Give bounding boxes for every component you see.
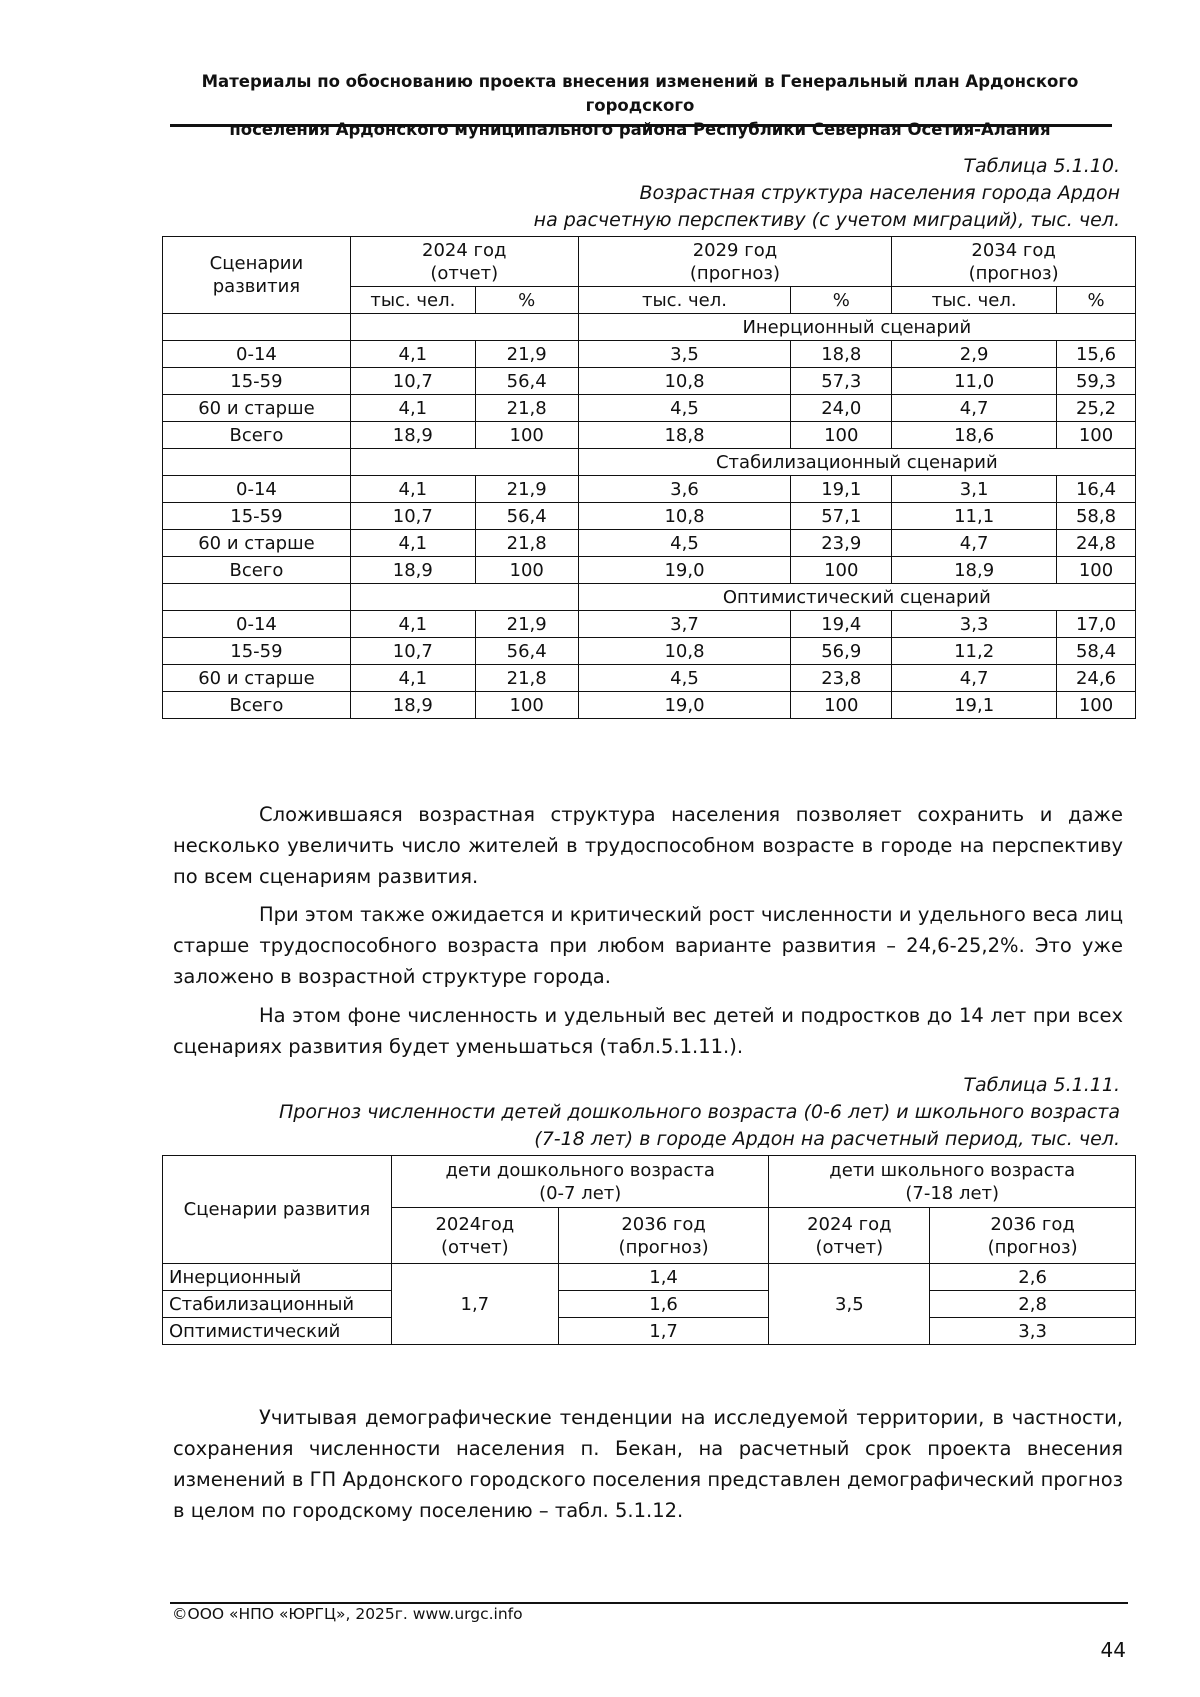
table1-cell-p2: 23,9 bbox=[791, 530, 892, 557]
table1-cell-v3: 4,7 bbox=[892, 665, 1057, 692]
table1-row bbox=[163, 557, 1136, 584]
table2-row-name: Стабилизационный bbox=[163, 1291, 392, 1318]
table1-age-group: Всего bbox=[163, 692, 351, 719]
table1-row bbox=[163, 395, 1136, 422]
table1-row bbox=[163, 665, 1136, 692]
table1-pct-2029: % bbox=[791, 287, 892, 314]
table1-section-row bbox=[163, 584, 1136, 611]
table1-cell-v1: 10,7 bbox=[350, 503, 475, 530]
table1-cell-v3: 19,1 bbox=[892, 692, 1057, 719]
table1-cell-v1: 10,7 bbox=[350, 638, 475, 665]
table1-age-group: 0-14 bbox=[163, 341, 351, 368]
table1-cell-v2: 10,8 bbox=[578, 638, 791, 665]
header-line-1: Материалы по обоснованию проекта внесения изменений в Генеральный план Ардонского городского bbox=[201, 72, 1079, 115]
table1-cell-v3: 11,1 bbox=[892, 503, 1057, 530]
table1-pct-2034: % bbox=[1057, 287, 1136, 314]
table1-cell-v2: 18,8 bbox=[578, 422, 791, 449]
table1-row bbox=[163, 530, 1136, 557]
paragraph-3: На этом фоне численность и удельный вес детей и подростков до 14 лет при всех сценариях развития будет уменьшаться (табл.5.1.11.). bbox=[173, 1004, 1123, 1058]
table1-cell-v1: 4,1 bbox=[350, 611, 475, 638]
table1-section-title: Инерционный сценарий bbox=[578, 314, 1135, 341]
footer-rule bbox=[170, 1602, 1128, 1604]
table2-row-name: Оптимистический bbox=[163, 1318, 392, 1345]
table2-row bbox=[163, 1291, 1136, 1318]
table1-cell-p1: 100 bbox=[475, 422, 578, 449]
table1-cell-v2: 4,5 bbox=[578, 530, 791, 557]
table2-school-value: 2,6 bbox=[930, 1264, 1136, 1291]
table2-header-school: дети школьного возраста (7-18 лет) bbox=[769, 1156, 1136, 1208]
table1-cell-v3: 4,7 bbox=[892, 395, 1057, 422]
table1-cell-p3: 100 bbox=[1057, 422, 1136, 449]
table1-section-empty bbox=[350, 314, 578, 341]
table1-cell-v1: 4,1 bbox=[350, 476, 475, 503]
table1-pct-2024: % bbox=[475, 287, 578, 314]
table1-cell-p1: 21,8 bbox=[475, 665, 578, 692]
age-structure-table bbox=[162, 236, 1136, 719]
table1-row bbox=[163, 611, 1136, 638]
table1-cell-v1: 18,9 bbox=[350, 557, 475, 584]
table1-row bbox=[163, 476, 1136, 503]
header-line-2: поселения Ардонского муниципального района Республики Северная Осетия-Алания bbox=[229, 120, 1051, 139]
table1-header-2029: 2029 год (прогноз) bbox=[578, 237, 892, 287]
table1-cell-v2: 19,0 bbox=[578, 557, 791, 584]
table1-cell-p1: 56,4 bbox=[475, 638, 578, 665]
table1-age-group: 15-59 bbox=[163, 503, 351, 530]
table1-cell-p2: 18,8 bbox=[791, 341, 892, 368]
table1-age-group: 60 и старше bbox=[163, 665, 351, 692]
table1-cell-p1: 21,9 bbox=[475, 476, 578, 503]
table1-cell-p2: 19,4 bbox=[791, 611, 892, 638]
table1-title-line-1: Возрастная структура населения города Ардон bbox=[639, 182, 1120, 204]
table1-cell-p2: 100 bbox=[791, 692, 892, 719]
table1-cell-v2: 4,5 bbox=[578, 395, 791, 422]
footer-copyright: ©ООО «НПО «ЮРГЦ», 2025г. www.urgc.info bbox=[172, 1605, 523, 1623]
table2-col-school-2024: 2024 год (отчет) bbox=[769, 1208, 930, 1264]
table1-cell-p3: 15,6 bbox=[1057, 341, 1136, 368]
table1-cell-v1: 18,9 bbox=[350, 422, 475, 449]
table1-cell-p3: 25,2 bbox=[1057, 395, 1136, 422]
table1-cell-p3: 100 bbox=[1057, 692, 1136, 719]
table2-base-preschool: 1,7 bbox=[391, 1264, 558, 1345]
table1-age-group: 60 и старше bbox=[163, 395, 351, 422]
header-rule bbox=[170, 124, 1112, 127]
table1-section-title: Оптимистический сценарий bbox=[578, 584, 1135, 611]
table1-cell-p3: 59,3 bbox=[1057, 368, 1136, 395]
table1-cell-v2: 3,5 bbox=[578, 341, 791, 368]
table1-cell-p1: 56,4 bbox=[475, 368, 578, 395]
table1-row bbox=[163, 422, 1136, 449]
table1-cell-v1: 10,7 bbox=[350, 368, 475, 395]
table2-row bbox=[163, 1318, 1136, 1345]
paragraph-2: При этом также ожидается и критический рост численности и удельного веса лиц старше трудоспособного возраста при любом варианте развития – 24,6-25,2%. Это уже заложено в возрастной структуре города. bbox=[173, 903, 1123, 988]
table1-cell-v3: 11,0 bbox=[892, 368, 1057, 395]
table2-row-name: Инерционный bbox=[163, 1264, 392, 1291]
table1-section-empty bbox=[163, 314, 351, 341]
table1-cell-p2: 23,8 bbox=[791, 665, 892, 692]
table1-section-row bbox=[163, 314, 1136, 341]
table1-age-group: 0-14 bbox=[163, 476, 351, 503]
table1-cell-p1: 21,9 bbox=[475, 611, 578, 638]
table1-cell-v3: 3,3 bbox=[892, 611, 1057, 638]
table1-cell-v3: 11,2 bbox=[892, 638, 1057, 665]
table2-preschool-value: 1,7 bbox=[558, 1318, 769, 1345]
table1-cell-v3: 18,6 bbox=[892, 422, 1057, 449]
table1-cell-v1: 4,1 bbox=[350, 395, 475, 422]
document-header bbox=[170, 70, 1110, 142]
table1-cell-p2: 57,3 bbox=[791, 368, 892, 395]
table1-cell-v2: 3,7 bbox=[578, 611, 791, 638]
table1-unit-2034: тыс. чел. bbox=[892, 287, 1057, 314]
table1-header-2034: 2034 год (прогноз) bbox=[892, 237, 1136, 287]
table1-cell-v2: 4,5 bbox=[578, 665, 791, 692]
table2-col-preschool-2024: 2024год (отчет) bbox=[391, 1208, 558, 1264]
table1-cell-v3: 4,7 bbox=[892, 530, 1057, 557]
table2-title-line-1: Прогноз численности детей дошкольного возраста (0-6 лет) и школьного возраста bbox=[279, 1101, 1120, 1123]
table1-cell-p2: 56,9 bbox=[791, 638, 892, 665]
table1-cell-p3: 58,4 bbox=[1057, 638, 1136, 665]
table1-cell-p1: 56,4 bbox=[475, 503, 578, 530]
table2-preschool-value: 1,4 bbox=[558, 1264, 769, 1291]
table2-col-school-2036: 2036 год (прогноз) bbox=[930, 1208, 1136, 1264]
table2-title-line-2: (7-18 лет) в городе Ардон на расчетный период, тыс. чел. bbox=[534, 1128, 1120, 1150]
table1-cell-p1: 21,8 bbox=[475, 395, 578, 422]
table2-header-preschool: дети дошкольного возраста (0-7 лет) bbox=[391, 1156, 769, 1208]
table1-cell-v1: 18,9 bbox=[350, 692, 475, 719]
table1-cell-p1: 21,9 bbox=[475, 341, 578, 368]
table1-cell-p3: 24,8 bbox=[1057, 530, 1136, 557]
children-forecast-table bbox=[162, 1155, 1136, 1345]
table2-school-value: 3,3 bbox=[930, 1318, 1136, 1345]
closing-paragraph: Учитывая демографические тенденции на исследуемой территории, в частности, сохранения численности населения п. Бекан, на расчетный срок проекта внесения изменений в ГП Ардонского городского поселения представлен демографический прогноз в целом по городскому поселению – табл. 5.1.12. bbox=[173, 1406, 1123, 1522]
table1-number: Таблица 5.1.10. bbox=[963, 155, 1120, 177]
table1-cell-v3: 18,9 bbox=[892, 557, 1057, 584]
table1-cell-v2: 10,8 bbox=[578, 368, 791, 395]
table1-section-title: Стабилизационный сценарий bbox=[578, 449, 1135, 476]
table1-age-group: 0-14 bbox=[163, 611, 351, 638]
table1-cell-p1: 100 bbox=[475, 557, 578, 584]
table1-cell-v1: 4,1 bbox=[350, 341, 475, 368]
table1-cell-p3: 17,0 bbox=[1057, 611, 1136, 638]
table1-row bbox=[163, 368, 1136, 395]
page-number: 44 bbox=[1100, 1638, 1126, 1662]
table1-section-empty bbox=[163, 449, 351, 476]
table1-row bbox=[163, 638, 1136, 665]
table1-cell-v2: 19,0 bbox=[578, 692, 791, 719]
table1-header-2024: 2024 год (отчет) bbox=[350, 237, 578, 287]
table2-col-preschool-2036: 2036 год (прогноз) bbox=[558, 1208, 769, 1264]
table1-cell-v2: 3,6 bbox=[578, 476, 791, 503]
table1-age-group: 60 и старше bbox=[163, 530, 351, 557]
table1-cell-v3: 3,1 bbox=[892, 476, 1057, 503]
table1-cell-v1: 4,1 bbox=[350, 665, 475, 692]
table1-unit-2029: тыс. чел. bbox=[578, 287, 791, 314]
table1-cell-p2: 24,0 bbox=[791, 395, 892, 422]
table1-cell-p3: 58,8 bbox=[1057, 503, 1136, 530]
table1-cell-p1: 21,8 bbox=[475, 530, 578, 557]
table1-cell-v3: 2,9 bbox=[892, 341, 1057, 368]
table1-cell-p1: 100 bbox=[475, 692, 578, 719]
table1-row bbox=[163, 503, 1136, 530]
table1-cell-p2: 19,1 bbox=[791, 476, 892, 503]
table1-cell-v1: 4,1 bbox=[350, 530, 475, 557]
table2-row bbox=[163, 1264, 1136, 1291]
table1-age-group: 15-59 bbox=[163, 368, 351, 395]
table2-header-row bbox=[163, 1156, 1136, 1208]
table1-row bbox=[163, 341, 1136, 368]
table1-cell-p3: 100 bbox=[1057, 557, 1136, 584]
table1-unit-2024: тыс. чел. bbox=[350, 287, 475, 314]
table2-header-scenario: Сценарии развития bbox=[163, 1156, 392, 1264]
table1-age-group: Всего bbox=[163, 422, 351, 449]
table2-caption bbox=[160, 1072, 1120, 1153]
table1-caption bbox=[160, 153, 1120, 234]
table1-cell-p3: 24,6 bbox=[1057, 665, 1136, 692]
table1-cell-p2: 57,1 bbox=[791, 503, 892, 530]
table1-section-empty bbox=[350, 449, 578, 476]
table1-cell-p2: 100 bbox=[791, 557, 892, 584]
table1-age-group: 15-59 bbox=[163, 638, 351, 665]
table1-cell-p2: 100 bbox=[791, 422, 892, 449]
table1-section-empty bbox=[350, 584, 578, 611]
table1-cell-p3: 16,4 bbox=[1057, 476, 1136, 503]
table2-preschool-value: 1,6 bbox=[558, 1291, 769, 1318]
table1-section-empty bbox=[163, 584, 351, 611]
table2-base-school: 3,5 bbox=[769, 1264, 930, 1345]
table1-title-line-2: на расчетную перспективу (с учетом миграций), тыс. чел. bbox=[533, 209, 1120, 231]
table1-row bbox=[163, 692, 1136, 719]
table1-section-row bbox=[163, 449, 1136, 476]
paragraph-1: Сложившаяся возрастная структура населения позволяет сохранить и даже несколько увеличить число жителей в трудоспособном возрасте в городе на перспективу по всем сценариям развития. bbox=[173, 803, 1123, 888]
table2-school-value: 2,8 bbox=[930, 1291, 1136, 1318]
table1-header-scenario: Сценарии развития bbox=[163, 237, 351, 314]
table1-age-group: Всего bbox=[163, 557, 351, 584]
table2-number: Таблица 5.1.11. bbox=[963, 1074, 1120, 1096]
table1-cell-v2: 10,8 bbox=[578, 503, 791, 530]
table1-header-row bbox=[163, 237, 1136, 287]
